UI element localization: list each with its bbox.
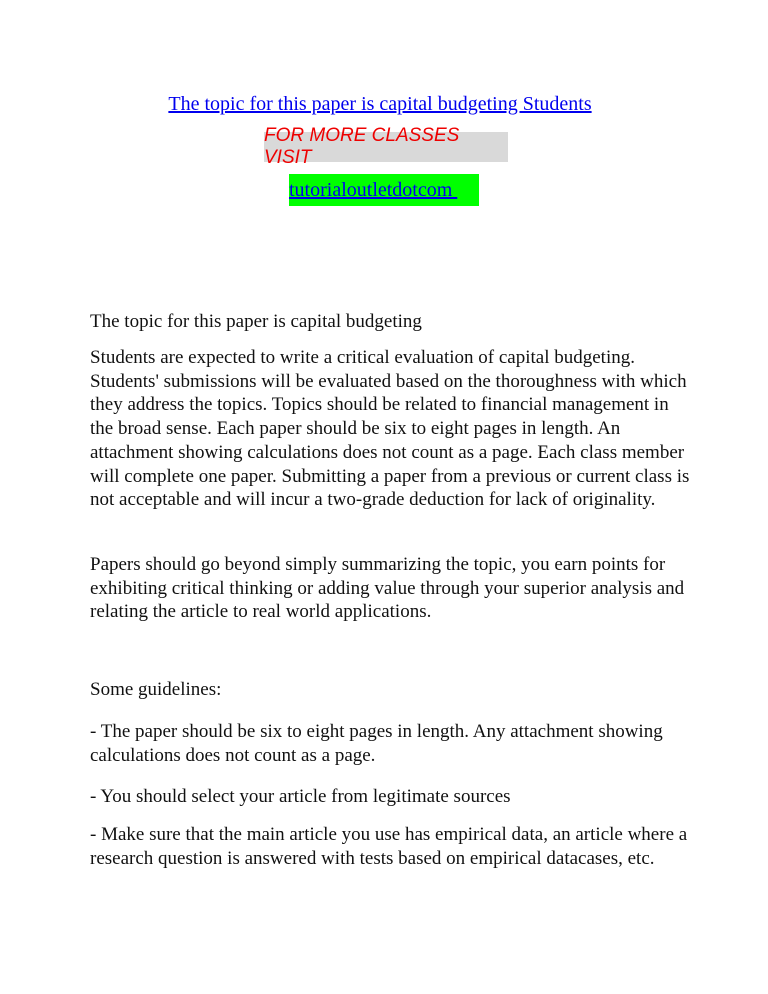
guideline-3 (90, 823, 690, 870)
guideline-1 (90, 720, 690, 767)
guideline-2 (90, 785, 690, 809)
paragraph-2-text: Papers should go beyond simply summarizing the topic, you earn points for exhibiting critical thinking or adding value through your superior analysis and relating the article to real world applications. (90, 554, 685, 623)
guideline-2-text: - You should select your article from legitimate sources (90, 786, 511, 807)
paragraph-1-text: Students are expected to write a critical evaluation of capital budgeting. Students' submissions will be evaluated based on the thoroughness with which they address the topics. Topics should be related to financial management in the broad sense. Each paper should be six to eight pages in length. An attachment showing calculations does not count as a page. Each class member will complete one paper. Submitting a paper from a previous or current class is not acceptable and will incur a two-grade deduction for lack of originality. (90, 347, 690, 511)
guideline-3-text: - Make sure that the main article you use has empirical data, an article where a research question is answered with tests based on empirical datacases, etc. (90, 824, 688, 869)
header-title (0, 92, 764, 116)
promo-banner (264, 125, 508, 168)
intro-paragraph (90, 310, 690, 334)
title-link[interactable]: The topic for this paper is capital budgeting Students (168, 93, 592, 115)
intro-text: The topic for this paper is capital budgeting (90, 311, 422, 332)
guidelines-heading-text: Some guidelines: (90, 679, 222, 700)
site-highlight (289, 174, 479, 206)
guideline-1-text: - The paper should be six to eight pages in length. Any attachment showing calculations does not count as a page. (90, 721, 663, 766)
site-link[interactable]: tutorialoutletdotcom (289, 178, 458, 201)
promo-text: FOR MORE CLASSES VISIT (264, 125, 460, 168)
paragraph-2 (90, 553, 690, 624)
guidelines-heading (90, 678, 690, 702)
paragraph-1 (90, 346, 690, 512)
